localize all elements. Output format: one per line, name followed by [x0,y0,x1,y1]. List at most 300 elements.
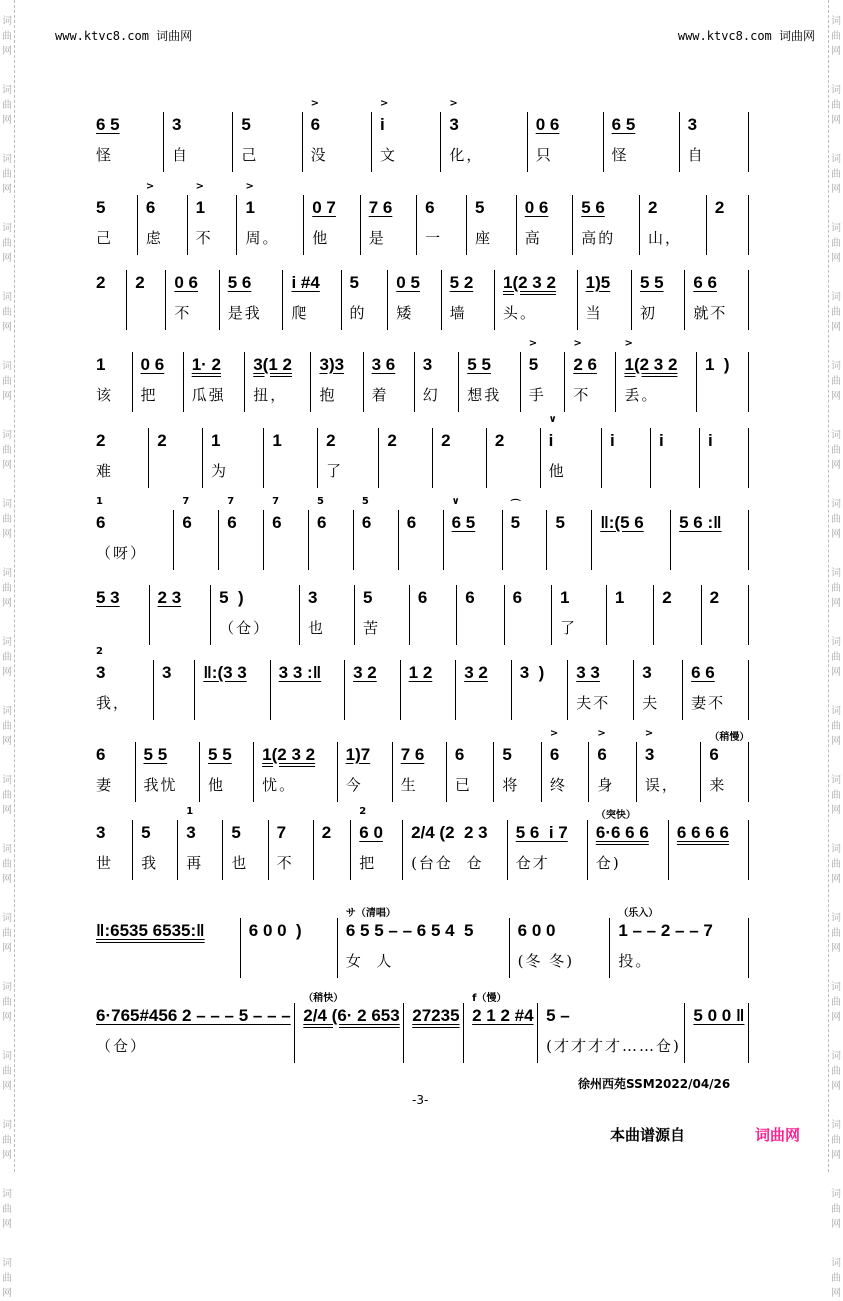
watermark-text: 词 曲 网 [831,85,841,126]
notation-mark: ∨ [548,414,557,425]
notes: 1(2 3 2 [262,745,316,764]
lyric: 扭， [253,386,288,404]
notation-mark: サ（清唱） [345,908,396,919]
measure [199,742,253,802]
lyric: 该 [96,386,114,404]
lyric: 了 [326,462,344,480]
notes: 6 0 0 [517,921,556,940]
notes: 6 [316,513,327,532]
measure [456,585,503,645]
measure [650,428,699,488]
notes: 5 [241,115,251,134]
notes: 6 [425,198,435,217]
bar-line [748,1003,753,1063]
notation-mark: > [528,338,538,349]
measure [511,660,567,720]
measure [540,414,601,488]
notes: 2/4 (2 2 3 [411,823,488,842]
lyric: 再 [186,854,204,872]
measure [163,112,232,172]
notes: 5 5 [143,745,168,764]
measure [414,352,459,412]
left-watermark-strip [0,0,15,1299]
notes: 6 [597,745,607,764]
watermark-text: 词 曲 网 [831,913,841,954]
measure [699,428,748,488]
notes: 6 0 0 ) [248,921,302,940]
lyric: 不 [174,304,192,322]
lyric: 终 [549,776,567,794]
lyric: 手 [528,386,546,404]
lyric: 他 [312,229,330,247]
notes: 3 [449,115,459,134]
score-signature: 徐州西苑SSM2022/04/26 [578,1077,731,1091]
score-line [88,585,753,645]
notes: 6 6 6 6 [676,823,729,842]
watermark-text: 词 曲 网 [831,1258,841,1299]
measure [187,181,237,255]
notes: 3 [186,823,196,842]
measure [493,742,541,802]
measure [302,98,371,172]
notes: 2 [387,431,397,450]
measure [636,728,701,802]
lyric: （呀） [96,544,148,562]
watermark-text: 词 曲 网 [2,1258,12,1299]
measure [132,820,177,880]
lyric: 就不 [693,304,728,322]
measure [126,270,165,330]
notation-mark: 7 [272,496,280,507]
lyric: 自 [171,146,189,164]
measure [504,585,551,645]
notation-mark: > [624,338,633,349]
measure [591,510,670,570]
measure [577,270,631,330]
notes: i #4 [291,273,320,292]
lyric: 己 [96,229,114,247]
notes: 1 [211,431,221,450]
notes: 2 [96,431,106,450]
notes: 1 [272,431,282,450]
notation-mark: （乐入） [618,908,659,919]
notes: 3)3 [319,355,345,374]
notes: 1(2 3 2 [624,355,678,374]
notes: 1 2 [408,663,433,682]
score-line [88,806,753,880]
lyric: 抱 [319,386,337,404]
watermark-text: 词 曲 网 [2,1120,12,1161]
measure [183,352,245,412]
notes: 2 1 2 #4 [472,1006,534,1025]
notation-mark: 5 [316,496,324,507]
notes: 7 [276,823,287,842]
lyric: 是我 [227,304,262,322]
measure [466,195,516,255]
notes: 5 [510,513,521,532]
measure [299,585,354,645]
lyric: 是 [368,229,386,247]
measure [588,728,636,802]
notes: 6 [361,513,372,532]
lyric: 化， [449,146,484,164]
measure [88,918,240,978]
bar-line [748,112,753,172]
score-line [88,181,753,255]
notes: 5 0 0 ‖ [693,1006,745,1025]
notes: 5 [474,198,485,217]
notation-mark: > [597,728,606,739]
notes: 6 5 [451,513,476,532]
watermark-text: 词 曲 网 [2,913,12,954]
lyric: 高的 [581,229,616,247]
measure [546,510,591,570]
notes: 1)7 [345,745,371,764]
notes: 6 [465,588,475,607]
watermark-text: 词 曲 网 [831,637,841,678]
notes: 7 6 [400,745,425,764]
lyric: 苦 [362,619,380,637]
measure [615,338,695,412]
lyric: 只 [535,146,553,164]
lyric: 女 人 [345,952,394,970]
measure [509,918,610,978]
lyric: 想我 [467,386,502,404]
measure [303,195,359,255]
measure [149,585,211,645]
notes: 0 6 [524,198,549,217]
notation-mark: > [310,98,320,109]
measure [173,496,218,570]
measure [609,908,748,978]
notes: 7 6 [368,198,393,217]
measure [88,585,149,645]
notes: 5 [528,355,539,374]
notes: 3 3 [576,663,600,682]
measure [409,585,456,645]
notation-mark: > [449,98,458,109]
lyric: 虑 [145,229,163,247]
notation-mark: （稍快） [303,993,344,1004]
lyric: 没 [310,146,328,164]
lyric: 我 [141,854,159,872]
measure [701,585,748,645]
notes: 5 5 [639,273,664,292]
measure [446,742,494,802]
measure [486,428,540,488]
notes: 6 [182,513,192,532]
notes: 2 [135,273,145,292]
source-brand[interactable]: 词曲网 [755,1126,801,1144]
notes: 6·6 6 6 [595,823,649,842]
lyric: 着 [371,386,389,404]
measure [313,820,351,880]
notes: 3 [96,663,106,682]
measure [88,352,132,412]
watermark-text: 词 曲 网 [831,292,841,333]
measure [232,112,301,172]
bar-line [748,195,753,255]
notes: 2 [157,431,167,450]
measure [601,428,650,488]
notation-mark: 1 [186,806,194,817]
lyric: 也 [308,619,326,637]
notation-mark: 7 [227,496,235,507]
notation-mark: ∨ [451,496,460,507]
measure [240,918,337,978]
lyric: 妻不 [691,694,726,712]
notes: 6 [145,198,156,217]
lyric: 他 [548,462,566,480]
bar-line [748,270,753,330]
watermark-text: 词 曲 网 [831,1120,841,1161]
watermark-text: 词 曲 网 [831,430,841,471]
notes: 6 [709,745,719,764]
notes: 5 [96,198,106,217]
notes: 6 6 [691,663,715,682]
notes: 2/4 (6· 2 653 [303,1006,400,1025]
notes: 5 3 [96,588,120,607]
notes: 2 [709,588,720,607]
notation-mark: f（慢） [472,993,507,1004]
lyric: 文 [380,146,398,164]
notes: 0 6 [535,115,560,134]
measure [222,820,267,880]
score-line [88,414,753,488]
lyric: 今 [345,776,363,794]
notation-mark: 5 [361,496,369,507]
notes: 3 2 [464,663,488,682]
lyric: 初 [639,304,657,322]
lyric: 己 [241,146,259,164]
watermark-text: 词 曲 网 [2,637,12,678]
lyric: 也 [231,854,249,872]
measure [682,660,748,720]
notes: i [548,431,554,450]
notes: 2 [648,198,658,217]
notation-mark: 2 [96,646,103,657]
notes: 5 [141,823,151,842]
measure [458,352,520,412]
notes: 2 [326,431,336,450]
notes: 1 – – 2 – – 7 [618,921,713,940]
notes: i [658,431,664,450]
header-site-right: www.ktvc8.com 词曲网 [677,29,815,43]
notes: 0 5 [396,273,420,292]
measure [165,270,218,330]
measure [371,98,440,172]
measure [363,352,414,412]
lyric: 忧。 [262,776,297,794]
score-line [88,646,753,720]
lyric: 怪 [96,146,114,164]
measure [606,585,653,645]
lyric: 仓才 [515,854,550,872]
notes: 5 [555,513,565,532]
watermark-text: 词 曲 网 [2,154,12,195]
watermark-text: 词 曲 网 [831,844,841,885]
notation-mark: > [549,728,559,739]
lyric: 已 [454,776,472,794]
lyric: 他 [208,776,226,794]
measure [398,510,443,570]
lyric: 了 [559,619,577,637]
notes: 3(1 2 [253,355,292,374]
watermark-text: 词 曲 网 [2,706,12,747]
measure [88,270,126,330]
measure [633,660,682,720]
measure [551,585,606,645]
measure [392,742,446,802]
notes: 3 ) [519,663,545,682]
notes: 5 [349,273,360,292]
measure [502,500,547,570]
notes: 5 5 [208,745,232,764]
notes: 5 5 [467,355,491,374]
notes: 1 [614,588,625,607]
notes: 3 2 [353,663,377,682]
measure [210,585,299,645]
notation-mark: 7 [182,496,190,507]
notes: 6 [96,745,106,764]
bar-line [748,352,753,412]
measure [378,428,432,488]
notes: 2 [441,431,451,450]
bar-line [748,585,753,645]
notes: 6 [454,745,465,764]
notes: 6 [512,588,523,607]
right-watermark-strip [828,0,843,1299]
measure [88,1003,294,1063]
lyric: 身 [597,776,615,794]
watermark-text: 词 曲 网 [831,982,841,1023]
measure [263,428,317,488]
lyric: 将 [502,776,520,794]
score-line [88,728,753,802]
bar-line [748,820,753,880]
notes: 6 [227,513,237,532]
lyric: 为 [211,462,229,480]
measure [684,1003,748,1063]
notes: 5 [362,588,373,607]
notation-mark: 1 [96,496,103,507]
measure [236,181,303,255]
notes: 2 [96,273,106,292]
notes: 6 [272,513,282,532]
watermark-text: 词 曲 网 [2,16,12,57]
measure [402,820,507,880]
notes: 5 6 :‖ [679,513,722,532]
measure [684,270,748,330]
measure [527,112,603,172]
lyric: 丢。 [624,386,659,404]
measure [194,660,269,720]
lyric: 不 [195,229,213,247]
notes: 3 [308,588,318,607]
measure [494,270,577,330]
watermark-text: 词 曲 网 [831,361,841,402]
lyric: 把 [359,854,377,872]
measure [148,428,202,488]
watermark-text: 词 曲 网 [2,1189,12,1230]
measure [202,428,263,488]
watermark-text: 词 曲 网 [831,16,841,57]
measure [337,908,509,978]
watermark-text: 词 曲 网 [831,499,841,540]
measure [88,496,173,570]
watermark-text: 词 曲 网 [2,775,12,816]
lyric: 妻 [96,776,114,794]
measure [253,742,336,802]
lyric: (冬 冬) [517,952,575,970]
lyric: 难 [96,462,114,480]
measure [88,112,163,172]
notation-mark: > [573,338,582,349]
notes: 1 [96,355,106,374]
measure [567,660,633,720]
notes: 3 [96,823,106,842]
notes: 5 [231,823,241,842]
measure [679,112,748,172]
watermark-text: 词 曲 网 [2,844,12,885]
measure [218,496,263,570]
notes: 5 6 [227,273,252,292]
measure [88,646,153,720]
watermark-text: 词 曲 网 [2,499,12,540]
measure [696,352,748,412]
notes: 6 6 [693,273,717,292]
lyric: 瓜强 [191,386,226,404]
measure [403,1003,463,1063]
score-line [88,496,753,570]
measure [135,742,200,802]
watermark-text: 词 曲 网 [831,154,841,195]
lyric: 我忧 [143,776,178,794]
measure [670,510,748,570]
bar-line [748,742,753,802]
measure [337,742,392,802]
measure [263,496,308,570]
lyric: 当 [585,304,603,322]
measure [631,270,684,330]
notes: 3 [161,663,172,682]
header-site-left: www.ktvc8.com 词曲网 [55,29,193,43]
notes: 6 [310,115,321,134]
measure [317,428,378,488]
watermark-text: 词 曲 网 [2,430,12,471]
notes: 5 6 [581,198,605,217]
watermark-text: 词 曲 网 [2,223,12,264]
measure [88,742,135,802]
measure [700,732,750,802]
watermark-text: 词 曲 网 [831,568,841,609]
lyric: 生 [400,776,418,794]
notation-mark: > [195,181,205,192]
measure [440,98,526,172]
watermark-text: 词 曲 网 [2,568,12,609]
notes: 6 [417,588,428,607]
lyric: 我， [96,694,131,712]
measure [507,820,587,880]
watermark-text: 词 曲 网 [2,292,12,333]
lyric: 的 [349,304,367,322]
notation-mark: ⌒ [510,500,521,511]
measure [88,428,148,488]
measure [341,270,388,330]
lyric: 投。 [618,952,653,970]
lyric: 不 [573,386,591,404]
measure [268,820,313,880]
